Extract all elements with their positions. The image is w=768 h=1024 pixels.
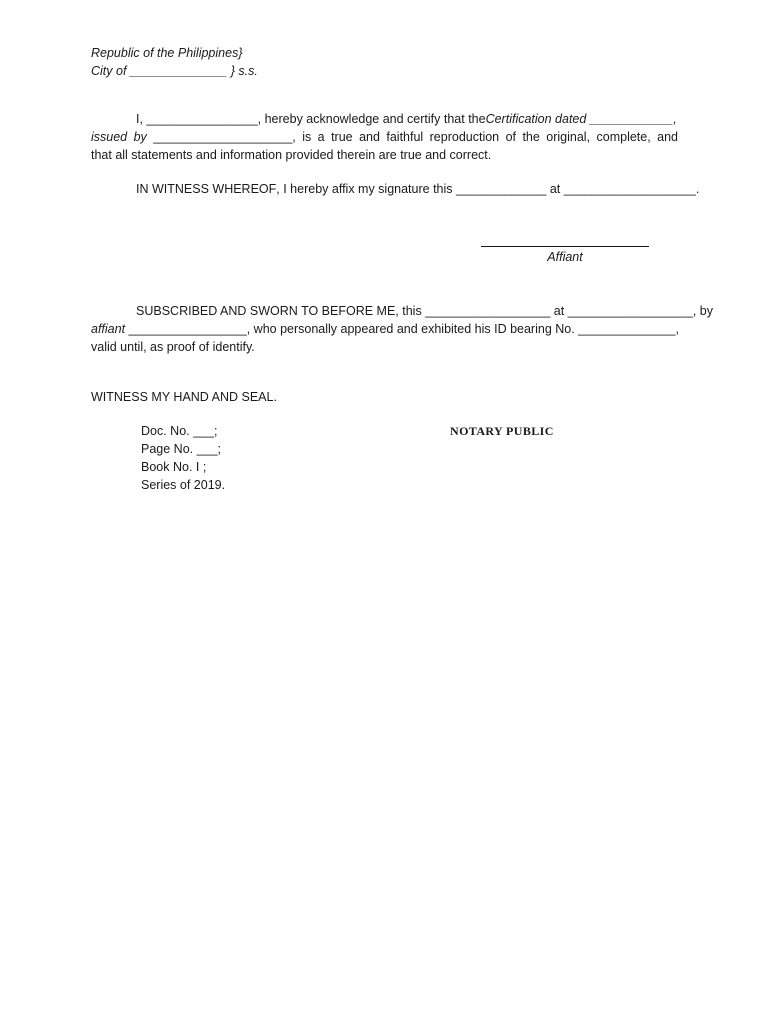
jurat-line-2-text: _________________, who personally appeared and exhibited his ID bearing No. ______________, (125, 322, 679, 336)
jurat-affiant: affiant (91, 322, 126, 336)
certification-issued-by: issued by (91, 130, 147, 144)
venue-city: City of ______________ } s.s. (91, 64, 258, 78)
certification-line-1 (91, 110, 678, 128)
venue-republic: Republic of the Philippines} (91, 46, 243, 60)
witness-whereof-paragraph (91, 180, 700, 198)
page-no: Page No. ___; (141, 442, 221, 456)
series: Series of 2019. (141, 478, 226, 492)
witness-whereof-lead: IN WITNESS WHEREOF (136, 182, 277, 196)
certification-paragraph (91, 110, 678, 164)
jurat-line-1-text: this __________________ at __________________, by (398, 304, 713, 318)
doc-info-block (141, 422, 225, 494)
notary-public-heading: NOTARY PUBLIC (450, 424, 554, 438)
jurat-line-3: valid until, as proof of identify. (91, 340, 255, 354)
jurat-line-2 (91, 320, 678, 338)
certification-line-3: that all statements and information provided therein are true and correct. (91, 148, 492, 162)
certification-line-2 (91, 128, 678, 146)
witness-hand-seal: WITNESS MY HAND AND SEAL. (91, 390, 277, 404)
witness-whereof-line (91, 180, 700, 198)
jurat-line-1 (91, 302, 713, 320)
venue-block (91, 44, 258, 80)
doc-no: Doc. No. ___; (141, 424, 218, 438)
certification-line-1-text: I, ________________, hereby acknowledge and certify that the (136, 112, 486, 126)
affiant-signature-line (481, 246, 649, 247)
jurat-lead: SUBSCRIBED AND SWORN TO BEFORE ME, (136, 304, 399, 318)
certification-dated: Certification dated ____________, (485, 112, 677, 126)
witness-whereof-text: , I hereby affix my signature this _____________ at ___________________. (276, 182, 700, 196)
certification-line-2-text: ____________________, is a true and faithful reproduction of the original, complete, and (146, 130, 678, 144)
jurat-paragraph (91, 302, 713, 356)
affiant-label: Affiant (547, 250, 583, 264)
book-no: Book No. I ; (141, 460, 207, 474)
